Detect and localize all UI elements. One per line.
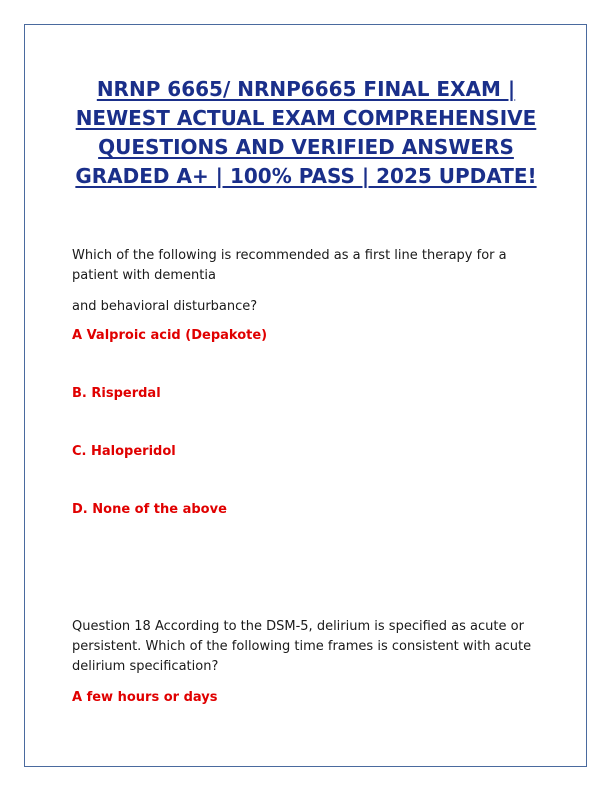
title-line: GRADED A+ | 100% PASS | 2025 UPDATE! <box>75 164 537 188</box>
option-c: C. Haloperidol <box>72 444 176 459</box>
option-a: A Valproic acid (Depakote) <box>72 328 268 343</box>
title-line: NEWEST ACTUAL EXAM COMPREHENSIVE <box>75 106 537 130</box>
question-18-answer: A few hours or days <box>72 690 218 705</box>
document-title <box>40 75 572 191</box>
question-1-text: Which of the following is recommended as a first line therapy for a patient with dementia <box>72 248 507 283</box>
title-line: QUESTIONS AND VERIFIED ANSWERS <box>98 135 514 159</box>
title-line: NRNP 6665/ NRNP6665 FINAL EXAM | <box>96 77 516 101</box>
question-18-text: Question 18 According to the DSM-5, delirium is specified as acute or persistent. Which of the following time frames is consistent with acute delirium specification? <box>72 619 532 674</box>
question-1-text-continued: and behavioral disturbance? <box>72 299 258 314</box>
option-d: D. None of the above <box>72 502 227 517</box>
option-b: B. Risperdal <box>72 386 161 401</box>
